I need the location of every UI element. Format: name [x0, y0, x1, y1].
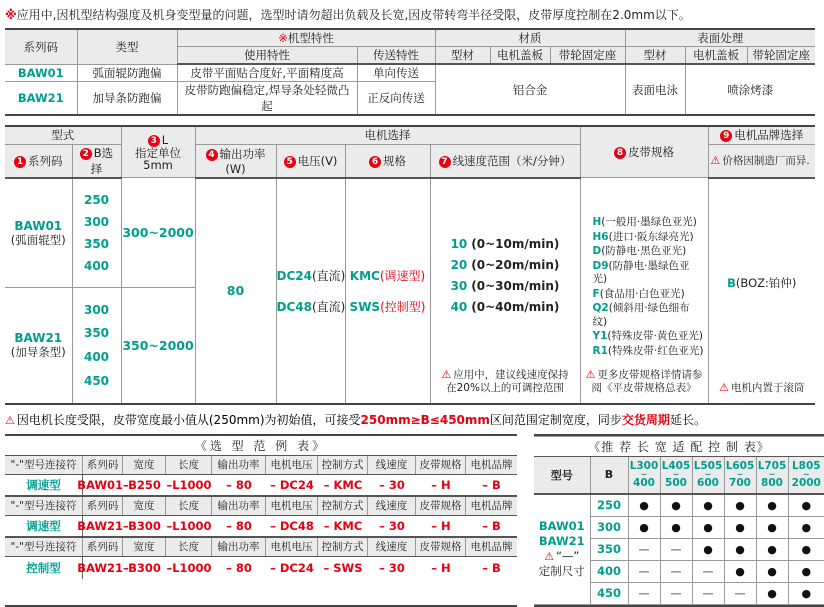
range-tilde: ~: [757, 472, 788, 478]
length-width-fit-table: [534, 434, 824, 607]
code-desc-item: [346, 267, 430, 284]
column-header: 电机电压: [266, 538, 318, 556]
desc-value: (直流): [312, 300, 345, 314]
custom-dash: —: [692, 582, 724, 604]
brand-note: [713, 381, 812, 397]
b-value: 300: [73, 215, 121, 229]
length-unit-subheader: 指定单位5mm: [124, 147, 193, 171]
code-value: F: [593, 288, 600, 300]
belt-width-value: 350: [590, 538, 628, 560]
b-values-cell: [72, 178, 121, 288]
example-header-row: [5, 456, 517, 475]
column-header: 皮带规格: [416, 497, 466, 515]
warning-icon: ⚠: [441, 368, 451, 381]
fit-row: [534, 494, 824, 516]
model-line: 定制尺寸: [534, 564, 590, 579]
code-value: Q2: [593, 302, 609, 314]
warning-icon: ⚠: [719, 381, 729, 394]
model-code-part: –L1000: [166, 516, 212, 536]
available-dot: ●: [724, 494, 756, 516]
model-code-part: – DC24: [266, 475, 318, 495]
l-range-value: 300~2000: [121, 178, 195, 288]
code-desc-item: [435, 237, 576, 251]
column-header: 线速度: [368, 456, 416, 474]
b-values-cell: [72, 288, 121, 404]
circled-number-icon: 1: [14, 156, 26, 168]
profile-header: 型材: [625, 47, 685, 65]
spec-header-row-1: [5, 29, 815, 47]
column-header: 长度: [166, 497, 212, 515]
code-value: DC48: [277, 300, 312, 314]
available-dot: ●: [788, 560, 824, 582]
code-desc-item: [593, 245, 704, 259]
model-code-part: – 30: [368, 516, 416, 536]
b-value: 250: [73, 193, 121, 207]
desc-value: (调速型): [380, 269, 425, 283]
custom-dash: —: [724, 582, 756, 604]
warning-icon: ⚠: [544, 550, 554, 563]
column-header: 皮带规格: [416, 456, 466, 474]
custom-dash: —: [660, 560, 692, 582]
code-desc-item: [593, 288, 704, 302]
belt-width-value: 450: [590, 582, 628, 604]
belt-width-value: 250: [590, 494, 628, 516]
pulley-seat-header: 带轮固定座: [550, 47, 625, 65]
brand-value: B (BOZ:铂仲): [713, 185, 812, 381]
available-dot: ●: [692, 494, 724, 516]
series-subtype: (弧面辊型): [5, 233, 72, 247]
model-code-part: – H: [416, 516, 466, 536]
top-note-text: 应用中,因机型结构强度及机身变型量的问题，选型时请勿超出负载及长宽,因皮带转弯半径受限，皮带厚度控制在2.0mm以下。: [17, 8, 691, 22]
example-header-row: [5, 538, 517, 557]
available-dot: ●: [756, 560, 788, 582]
model-code-part: – DC48: [266, 516, 318, 536]
column-header: 长度: [166, 456, 212, 474]
note-line: 阅《平皮带规格总表》: [585, 382, 704, 395]
type-value: 弧面辊防跑偏: [77, 64, 177, 82]
b-value: 400: [73, 259, 121, 273]
b-value: 350: [73, 237, 121, 251]
length-range-header: [724, 456, 756, 494]
model-code-part: BAW21–: [83, 516, 123, 536]
desc-value: (防静电·墨绿色亚光): [593, 260, 690, 286]
b-column-header: B: [590, 456, 628, 494]
power-header: 4 输出功率(W): [195, 144, 276, 178]
top-usage-note: [5, 6, 815, 26]
available-dot: ●: [628, 516, 660, 538]
note-line: ⚠ 更多皮带规格详情请参: [585, 368, 704, 382]
length-range-header: [660, 456, 692, 494]
note-line: ⚠ 电机内置于滚筒: [713, 381, 812, 395]
control-type-label: 控制型: [5, 557, 83, 579]
code-value: H: [593, 216, 602, 228]
column-header: 控制方式: [318, 497, 368, 515]
belt-spec-header: 8 皮带规格: [580, 126, 708, 178]
column-header: 控制方式: [318, 456, 368, 474]
usage-value: 皮带防跑偏稳定,焊导条处轻微凸起: [177, 82, 357, 116]
series-spec-table: [5, 28, 815, 116]
model-code-part: – 30: [368, 557, 416, 579]
series-subtype: (加导条型): [5, 345, 72, 359]
code-value: DC24: [277, 269, 312, 283]
code-value: R1: [593, 345, 608, 357]
model-code-part: – SWS: [318, 557, 368, 579]
desc-value: (进口·阪东绿亮光): [609, 231, 694, 243]
model-line: BAW01: [534, 519, 590, 534]
spec-cell: [345, 178, 430, 404]
available-dot: ●: [724, 560, 756, 582]
control-type-label: 调速型: [5, 516, 83, 536]
example-data-row: [5, 516, 517, 538]
code-value: SWS: [350, 300, 381, 314]
range-tilde: ~: [629, 472, 660, 478]
warning-icon: ⚠: [5, 414, 15, 427]
column-header: 电机电压: [266, 497, 318, 515]
column-header: 线速度: [368, 497, 416, 515]
circled-number-icon: 4: [206, 149, 218, 161]
range-to: 400: [629, 478, 660, 489]
available-dot: ●: [788, 494, 824, 516]
warning-icon: ⚠: [586, 368, 596, 381]
code-desc-item: [435, 300, 576, 314]
code-desc-item: [593, 345, 704, 359]
desc-value: (0~40m/min): [471, 300, 559, 314]
note-text: 延长。: [670, 413, 706, 427]
series-code: BAW01: [5, 64, 77, 82]
example-header-row: [5, 497, 517, 516]
transfer-header: 传送特性: [357, 47, 435, 65]
usage-header: 使用特性: [177, 47, 357, 65]
range-to: 600: [693, 478, 724, 489]
range-tilde: ~: [789, 472, 824, 478]
speed-note: [435, 368, 576, 397]
range-from: L405: [661, 461, 692, 472]
series-code: BAW21: [5, 82, 77, 116]
column-header: "-"型号连接符: [5, 497, 83, 515]
example-data-row: [5, 475, 517, 497]
code-value: Y1: [593, 330, 608, 342]
length-range-header: [628, 456, 660, 494]
circled-number-icon: 6: [369, 156, 381, 168]
transfer-value: 正反向传送: [357, 82, 435, 116]
range-from: L705: [757, 461, 788, 472]
custom-dash: —: [692, 560, 724, 582]
series-cell-baw01: [5, 178, 72, 288]
motor-cover-header: 电机盖板: [490, 47, 550, 65]
desc-value: (食品用·白色亚光): [600, 288, 685, 300]
available-dot: ●: [724, 538, 756, 560]
belt-note: [585, 368, 704, 397]
fit-header-row: [534, 456, 824, 494]
model-code-part: – KMC: [318, 475, 368, 495]
available-dot: ●: [756, 516, 788, 538]
surface-header: 表面处理: [625, 29, 815, 47]
model-names-cell: [534, 494, 590, 604]
available-dot: ●: [788, 538, 824, 560]
column-header: 系列码: [83, 497, 123, 515]
pulley-seat-header: 带轮固定座: [747, 47, 815, 65]
circled-number-icon: 2: [80, 148, 92, 160]
motor-brand-header: 9 电机品牌选择: [708, 126, 815, 144]
circled-number-icon: 7: [439, 156, 451, 168]
column-header: 宽度: [123, 497, 166, 515]
model-code-part: – H: [416, 557, 466, 579]
note-line: ⚠ 应用中，建议线速度保持: [435, 368, 576, 382]
custom-dash: —: [628, 538, 660, 560]
belt-width-value: 300: [590, 516, 628, 538]
model-type-header: 型式: [5, 126, 121, 144]
belt-width-value: 400: [590, 560, 628, 582]
model-header-row-1: [5, 126, 815, 144]
model-code-part: – 80: [212, 475, 266, 495]
note-text: 250mm≥B≤450mm: [361, 413, 490, 427]
series-cell-baw21: [5, 288, 72, 404]
motor-select-header: 电机选择: [195, 126, 580, 144]
range-from: L805: [789, 461, 824, 472]
warning-icon: ⚠: [711, 154, 721, 167]
desc-value: (0~30m/min): [471, 279, 559, 293]
length-range-header: [692, 456, 724, 494]
range-tilde: ~: [693, 472, 724, 478]
control-type-label: 调速型: [5, 475, 83, 495]
model-code-part: BAW21–: [83, 557, 123, 579]
usage-value: 皮带平面贴合度好,平面精度高: [177, 64, 357, 82]
range-to: 2000: [789, 478, 824, 489]
model-selection-table: [5, 125, 815, 405]
custom-dash: —: [628, 582, 660, 604]
desc-value: (防静电·黑色亚光): [601, 245, 686, 257]
available-dot: ●: [692, 516, 724, 538]
model-code-part: – DC24: [266, 557, 318, 579]
series-code-header: 系列码: [5, 29, 77, 64]
surface-profile-value: 表面电泳: [625, 64, 685, 115]
column-header: 宽度: [123, 456, 166, 474]
range-to: 500: [661, 478, 692, 489]
b-value: 450: [73, 374, 121, 388]
range-from: L300: [629, 461, 660, 472]
belt-width-header: 2 B选择: [72, 144, 121, 178]
code-desc-item: [593, 231, 704, 245]
desc-value: (0~10m/min): [471, 237, 559, 251]
circled-number-icon: 9: [720, 130, 732, 142]
voltage-header: 5 电压(V): [276, 144, 345, 178]
code-value: 20: [451, 258, 468, 272]
belt-spec-cell: [580, 178, 708, 404]
model-code-part: – 80: [212, 557, 266, 579]
code-desc-item: [593, 216, 704, 230]
model-code-part: B250: [123, 475, 166, 495]
model-row-baw01: [5, 178, 815, 288]
column-header: 输出功率: [212, 538, 266, 556]
column-header: 电机品牌: [466, 456, 517, 474]
circled-number-icon: 5: [284, 156, 296, 168]
code-desc-item: [435, 279, 576, 293]
series-name: BAW01: [5, 219, 72, 233]
model-code-part: – H: [416, 475, 466, 495]
asterisk-icon: ※: [5, 8, 17, 22]
model-code-part: –L1000: [166, 475, 212, 495]
length-header: 3 L 指定单位5mm: [121, 126, 195, 178]
range-to: 700: [725, 478, 756, 489]
available-dot: ●: [756, 538, 788, 560]
model-line: BAW21: [534, 534, 590, 549]
fit-table-title: 《推 荐 长 宽 适 配 控 制 表》: [534, 436, 824, 456]
material-header: 材质: [435, 29, 625, 47]
line-speed-header: 7 线速度范围（米/分钟）: [430, 144, 580, 178]
range-from: L505: [693, 461, 724, 472]
length-range-header: [756, 456, 788, 494]
column-header: 长度: [166, 538, 212, 556]
feature-header: ※机型特性: [177, 29, 435, 47]
line-speed-cell: [430, 178, 580, 404]
transfer-value: 单向传送: [357, 64, 435, 82]
model-code-part: – KMC: [318, 516, 368, 536]
column-header: 电机电压: [266, 456, 318, 474]
code-value: 30: [451, 279, 468, 293]
range-to: 800: [757, 478, 788, 489]
motor-cover-header: 电机盖板: [685, 47, 747, 65]
series-name: BAW21: [5, 331, 72, 345]
column-header: 宽度: [123, 538, 166, 556]
custom-dash: —: [660, 582, 692, 604]
surface-coat-value: 喷涂烤漆: [685, 64, 815, 115]
voltage-cell: [276, 178, 345, 404]
l-range-value: 350~2000: [121, 288, 195, 404]
code-value: D: [593, 245, 602, 257]
code-value: 40: [451, 300, 468, 314]
range-tilde: ~: [661, 472, 692, 478]
desc-value: (特殊皮带·红色亚光): [608, 345, 704, 357]
available-dot: ●: [660, 494, 692, 516]
available-dot: ●: [724, 516, 756, 538]
b-value: 400: [73, 350, 121, 364]
series-code-header: 1 系列码: [5, 144, 72, 178]
fit-title-row: [534, 436, 824, 456]
model-code-part: B300: [123, 557, 166, 579]
code-desc-item: [593, 302, 704, 329]
model-line: ⚠ “—”: [534, 549, 590, 564]
available-dot: ●: [628, 494, 660, 516]
custom-dash: —: [628, 560, 660, 582]
model-code-part: – 80: [212, 516, 266, 536]
column-header: 皮带规格: [416, 538, 466, 556]
desc-value: (直流): [312, 269, 345, 283]
type-value: 加导条防跑偏: [77, 82, 177, 116]
width-restriction-note: [5, 412, 815, 430]
column-header: 控制方式: [318, 538, 368, 556]
code-value: 10: [451, 237, 468, 251]
circled-number-icon: 3: [148, 135, 160, 147]
model-code-part: – B: [466, 557, 517, 579]
column-header: "-"型号连接符: [5, 538, 83, 556]
example-table-title: 《选 型 范 例 表》: [5, 436, 517, 456]
code-value: D9: [593, 260, 609, 272]
available-dot: ●: [692, 538, 724, 560]
type-header: 类型: [77, 29, 177, 64]
note-text: 区间范围定制宽度，同步: [490, 413, 622, 427]
b-value: 300: [73, 303, 121, 317]
model-code-part: BAW01–: [83, 475, 123, 495]
bottom-tables: [5, 434, 815, 607]
column-header: 输出功率: [212, 456, 266, 474]
note-text: 交货周期: [622, 413, 670, 427]
example-data-row: [5, 557, 517, 579]
length-range-header: [788, 456, 824, 494]
column-header: 系列码: [83, 456, 123, 474]
available-dot: ●: [788, 516, 824, 538]
column-header: 电机品牌: [466, 497, 517, 515]
desc-value: (0~20m/min): [471, 258, 559, 272]
profile-header: 型材: [435, 47, 490, 65]
spec-header: 6 规格: [345, 144, 430, 178]
column-header: 输出功率: [212, 497, 266, 515]
available-dot: ●: [756, 494, 788, 516]
model-code-part: – 30: [368, 475, 416, 495]
power-value: 80: [195, 178, 276, 404]
available-dot: ●: [788, 582, 824, 604]
column-header: "-"型号连接符: [5, 456, 83, 474]
model-code-part: – B: [466, 475, 517, 495]
code-value: H6: [593, 231, 609, 243]
spec-row-baw01: [5, 64, 815, 82]
note-text: 因电机长度受限，皮带宽度最小值从(250mm)为初始值，可接受: [17, 413, 361, 427]
code-desc-item: [593, 260, 704, 287]
circled-number-icon: 8: [614, 147, 626, 159]
code-desc-item: [277, 267, 345, 284]
code-desc-item: [435, 258, 576, 272]
selection-example-table: [5, 434, 517, 607]
b-value: 350: [73, 326, 121, 340]
material-value: 铝合金: [435, 64, 625, 115]
code-desc-item: [346, 298, 430, 315]
desc-value: (特殊皮带·黄色亚光): [607, 330, 703, 342]
model-column-header: 型号: [534, 456, 590, 494]
model-code-part: – B: [466, 516, 517, 536]
desc-value: (倾斜用·绿色细布纹): [593, 302, 690, 328]
asterisk-icon: ※: [278, 31, 288, 45]
motor-brand-cell: [708, 178, 815, 404]
note-line: 在20%以上的可调控范围: [435, 382, 576, 395]
column-header: 电机品牌: [466, 538, 517, 556]
column-header: 线速度: [368, 538, 416, 556]
code-desc-item: [277, 298, 345, 315]
brand-price-note: ⚠ 价格因制造厂而异.: [708, 144, 815, 178]
column-header: 系列码: [83, 538, 123, 556]
desc-value: (控制型): [380, 300, 425, 314]
available-dot: ●: [756, 582, 788, 604]
range-from: L605: [725, 461, 756, 472]
code-desc-item: [593, 330, 704, 344]
code-value: KMC: [350, 269, 380, 283]
model-code-part: –L1000: [166, 557, 212, 579]
model-code-part: B300: [123, 516, 166, 536]
available-dot: ●: [660, 516, 692, 538]
range-tilde: ~: [725, 472, 756, 478]
desc-value: (一般用·墨绿色亚光): [601, 216, 697, 228]
custom-dash: —: [660, 538, 692, 560]
